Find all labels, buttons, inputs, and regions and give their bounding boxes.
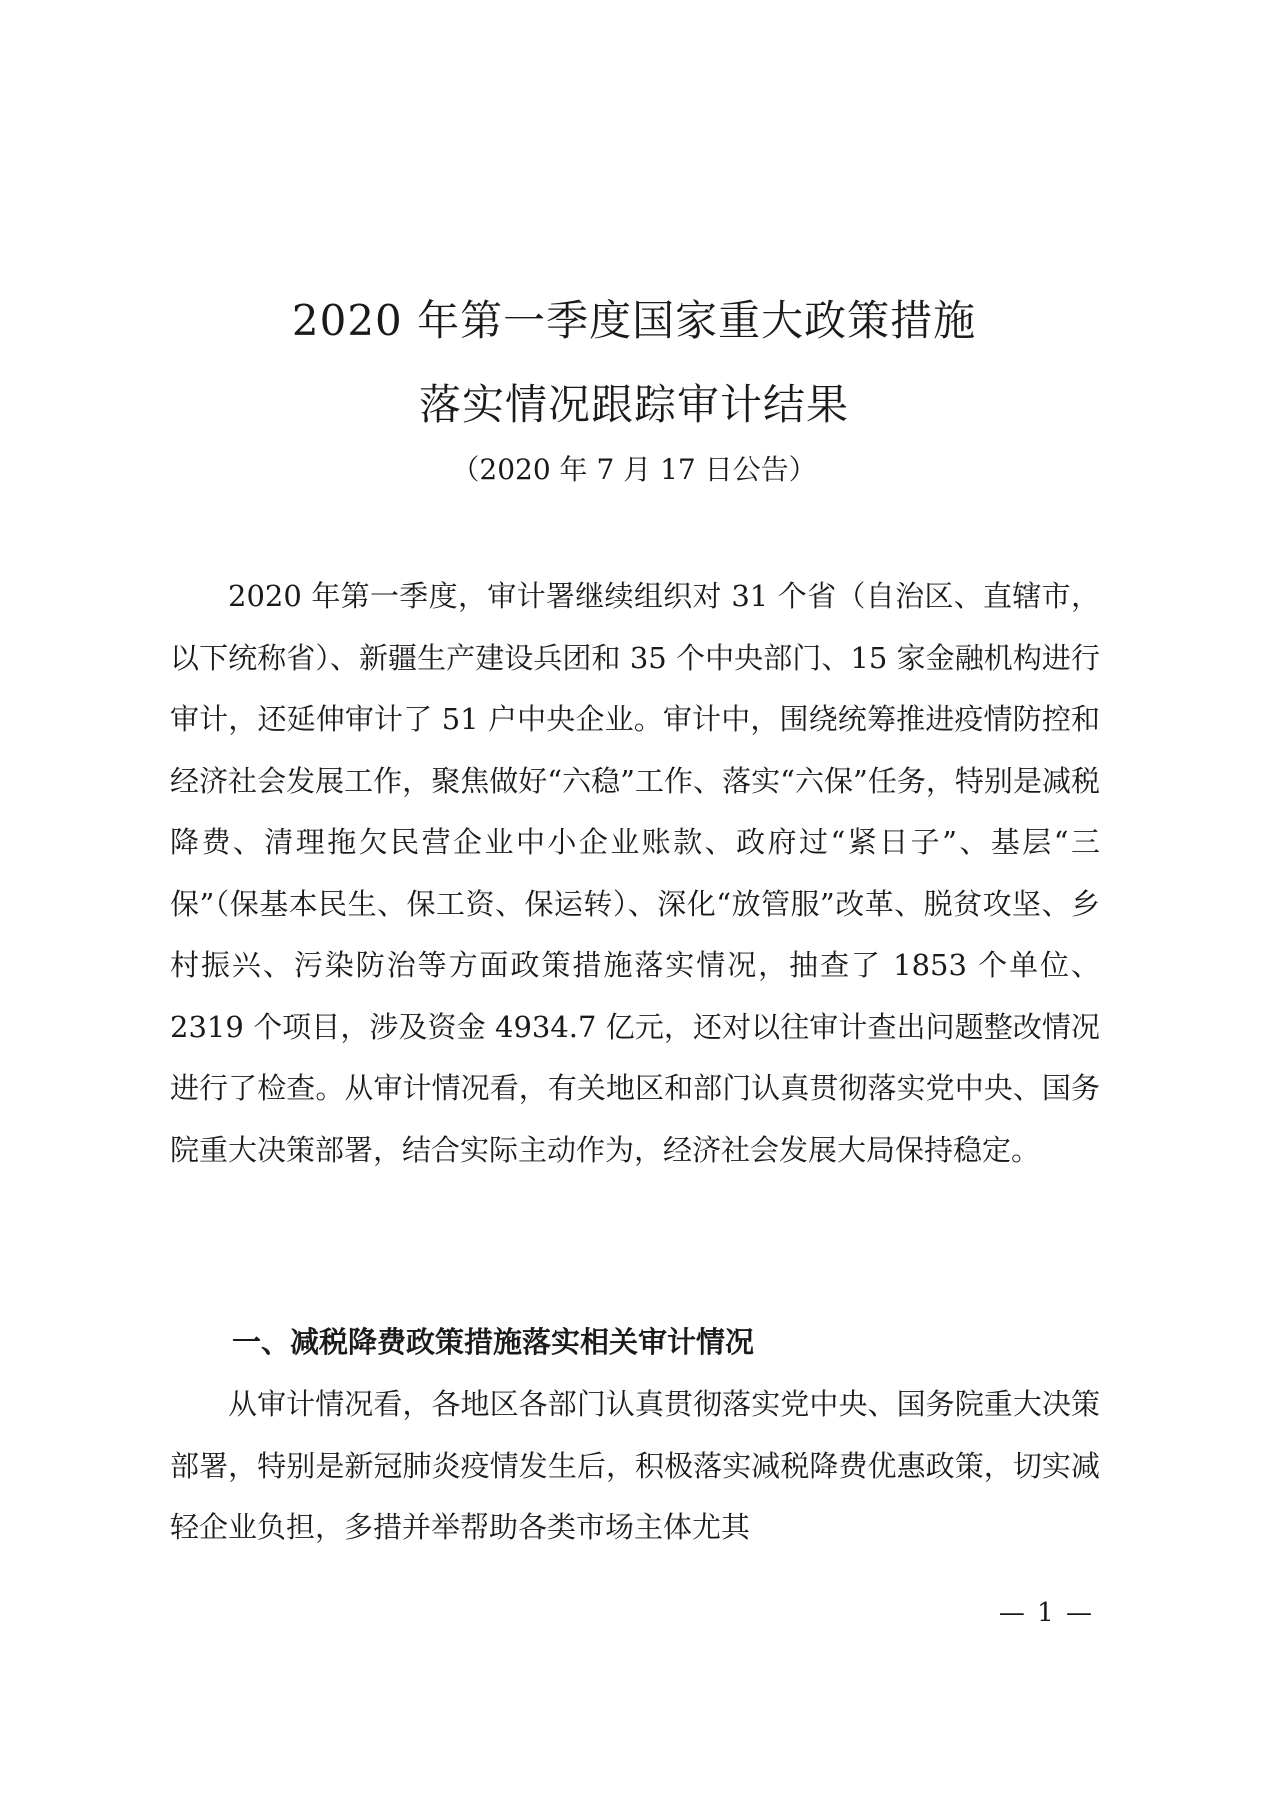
- document-title-line-1: 2020 年第一季度国家重大政策措施: [291, 296, 977, 345]
- section-1-heading: 一、减税降费政策措施落实相关审计情况: [232, 1325, 755, 1359]
- section-1-body: [170, 1374, 1100, 1559]
- intro-section: [170, 566, 1100, 1181]
- announcement-date: （2020 年 7 月 17 日公告）: [451, 453, 817, 486]
- document-title-line-2: 落实情况跟踪审计结果: [418, 380, 849, 429]
- section-1-paragraph: 从审计情况看，各地区各部门认真贯彻落实党中央、国务院重大决策部署，特别是新冠肺炎疫情发生后，积极落实减税降费优惠政策，切实减轻企业负担，多措并举帮助各类市场主体尤其: [170, 1387, 1100, 1544]
- intro-paragraph: 2020 年第一季度，审计署继续组织对 31 个省（自治区、直辖市，以下统称省）、新疆生产建设兵团和 35 个中央部门、15 家金融机构进行审计，还延伸审计了 51 户中央企业。审计中，围绕统筹推进疫情防控和经济社会发展工作，聚焦做好“六稳”工作、落实“六保”任务，特别是减税降费、清理拖欠民营企业中小企业账款、政府过“紧日子”、基层“三保”（保基本民生、保工资、保运转）、深化“放管服”改革、脱贫攻坚、乡村振兴、污染防治等方面政策措施落实情况，抽查了 1853 个单位、2319 个项目，涉及资金 4934.7 亿元，还对以往审计查出问题整改情况进行了检查。从审计情况看，有关地区和部门认真贯彻落实党中央、国务院重大决策部署，结合实际主动作为，经济社会发展大局保持稳定。: [170, 579, 1100, 1167]
- page-number: — 1 —: [998, 1598, 1094, 1628]
